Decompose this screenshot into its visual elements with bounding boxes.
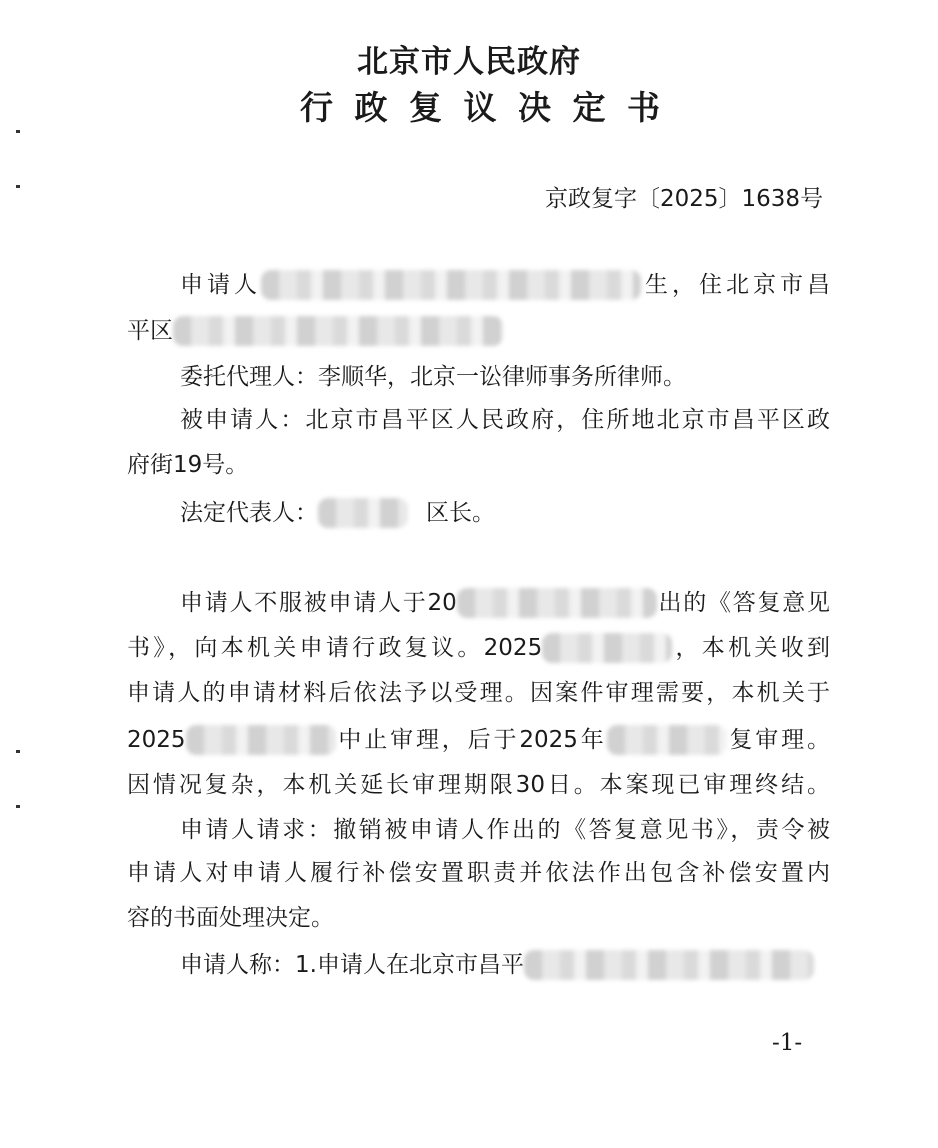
text: 申请人不服被申请人于20 bbox=[180, 590, 457, 616]
redaction bbox=[173, 316, 503, 346]
text: 2025 bbox=[127, 727, 186, 753]
text: ，本机关收到 bbox=[672, 635, 830, 661]
respondent-address-line: 府街19号。 bbox=[127, 452, 249, 478]
request-line: 申请人请求：撤销被申请人作出的《答复意见书》，责令被 bbox=[180, 817, 830, 843]
applicant-line bbox=[180, 270, 830, 300]
redaction bbox=[542, 633, 672, 663]
text: 申请人 bbox=[180, 272, 261, 298]
redaction bbox=[457, 588, 657, 618]
applicant-address-line bbox=[127, 316, 503, 346]
redaction bbox=[607, 725, 727, 755]
document-title-issuer: 北京市人民政府 bbox=[357, 44, 581, 80]
text: 生，住北京市昌 bbox=[641, 272, 830, 298]
redaction bbox=[186, 725, 336, 755]
request-line: 容的书面处理决定。 bbox=[127, 905, 334, 931]
text: 法定代表人： bbox=[180, 500, 318, 526]
page-number: -1- bbox=[772, 1030, 803, 1056]
text: 出的《答复意见 bbox=[656, 590, 830, 616]
procedure-line: 申请人的申请材料后依法予以受理。因案件审理需要，本机关于 bbox=[127, 680, 830, 706]
text: 书》，向本机关申请行政复议。2025 bbox=[127, 635, 543, 661]
scan-speck bbox=[16, 185, 20, 188]
text: 复审理。 bbox=[726, 727, 830, 753]
redaction bbox=[261, 270, 641, 300]
scan-speck bbox=[16, 805, 20, 808]
procedure-line bbox=[127, 633, 830, 663]
procedure-line: 因情况复杂，本机关延长审理期限30日。本案现已审理终结。 bbox=[127, 772, 830, 798]
agent-line: 委托代理人：李顺华，北京一讼律师事务所律师。 bbox=[180, 364, 686, 390]
document-title: 行政复议决定书 bbox=[300, 88, 660, 127]
scan-speck bbox=[16, 750, 20, 753]
redaction bbox=[524, 950, 814, 980]
claims-line bbox=[180, 950, 814, 980]
text: 申请人称：1.申请人在北京市昌平 bbox=[180, 952, 524, 978]
procedure-line bbox=[180, 588, 830, 618]
document-number: 京政复字〔2025〕1638号 bbox=[545, 186, 824, 212]
scan-speck bbox=[16, 130, 20, 133]
respondent-line: 被申请人：北京市昌平区人民政府，住所地北京市昌平区政 bbox=[180, 407, 830, 433]
request-line: 申请人对申请人履行补偿安置职责并依法作出包含补偿安置内 bbox=[127, 860, 830, 886]
text: 区长。 bbox=[426, 500, 495, 526]
redaction bbox=[318, 498, 408, 528]
procedure-line bbox=[127, 725, 830, 755]
legal-representative-line bbox=[180, 498, 495, 528]
text: 平区 bbox=[127, 318, 173, 344]
text: 中止审理，后于2025年 bbox=[335, 727, 607, 753]
